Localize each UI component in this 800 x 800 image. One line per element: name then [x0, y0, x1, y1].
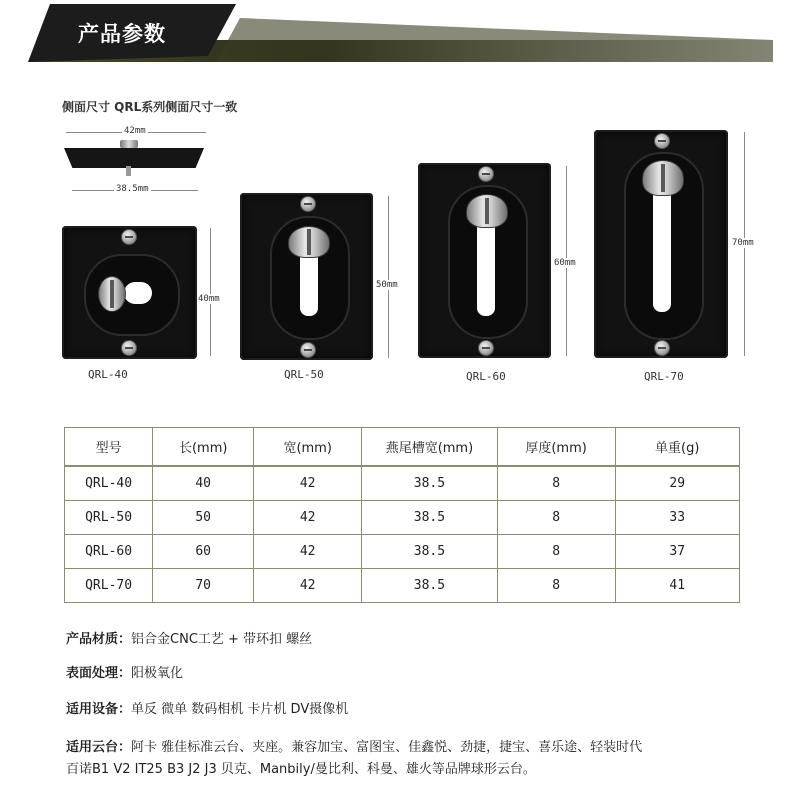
heads-label: 适用云台：	[66, 740, 132, 755]
devices-value: 单反 微单 数码相机 卡片机 DV摄像机	[131, 702, 349, 717]
side-size-note: 侧面尺寸 QRL系列侧面尺寸一致	[62, 100, 238, 114]
cell-model: QRL-60	[65, 535, 153, 569]
bottom-dimension-label: 38.5mm	[116, 184, 149, 194]
cell-dovetail: 38.5	[362, 501, 498, 535]
table-row	[65, 501, 740, 535]
cell-width: 42	[254, 569, 362, 603]
dimension-label: 50mm	[376, 280, 398, 290]
table-row	[65, 466, 740, 501]
screw-knob-icon	[466, 194, 508, 228]
dimension-line	[210, 228, 211, 356]
plate-slot	[124, 282, 152, 304]
col-model-header: 型号	[65, 428, 153, 467]
col-weight-header: 单重(g)	[615, 428, 740, 467]
cell-length: 70	[153, 569, 254, 603]
col-length-header: 长(mm)	[153, 428, 254, 467]
side-view-screw-thread	[126, 166, 131, 176]
plate-slot	[477, 218, 495, 316]
cell-dovetail: 38.5	[362, 466, 498, 501]
col-thickness-header: 厚度(mm)	[497, 428, 615, 467]
dimension-line	[388, 196, 389, 358]
cell-thickness: 8	[497, 501, 615, 535]
spec-table	[64, 427, 740, 603]
dimension-label: 60mm	[554, 258, 576, 268]
model-label: QRL-40	[88, 368, 128, 381]
dimension-label: 70mm	[732, 238, 754, 248]
cell-thickness: 8	[497, 535, 615, 569]
table-header-row	[65, 428, 740, 467]
cell-thickness: 8	[497, 466, 615, 501]
heads-info-continued	[66, 758, 536, 777]
screw-knob-icon	[98, 276, 126, 312]
material-value: 铝合金CNC工艺 + 带环扣 螺丝	[131, 632, 313, 647]
table-row	[65, 569, 740, 603]
cell-length: 50	[153, 501, 254, 535]
cell-dovetail: 38.5	[362, 569, 498, 603]
screw-knob-icon	[642, 160, 684, 196]
col-width-header: 宽(mm)	[254, 428, 362, 467]
model-label: QRL-60	[466, 370, 506, 383]
cell-length: 60	[153, 535, 254, 569]
cell-weight: 37	[615, 535, 740, 569]
heads-value-line2: 百诺B1 V2 IT25 B3 J2 J3 贝克、Manbily/曼比利、科曼、雄火等品牌球形云台。	[66, 762, 536, 777]
bottom-screw-icon	[121, 340, 137, 356]
cell-weight: 29	[615, 466, 740, 501]
cell-weight: 33	[615, 501, 740, 535]
devices-label: 适用设备：	[66, 702, 132, 717]
cell-length: 40	[153, 466, 254, 501]
heads-info	[66, 736, 642, 755]
cell-model: QRL-50	[65, 501, 153, 535]
page-title: 产品参数	[78, 22, 166, 46]
table-row	[65, 535, 740, 569]
bottom-screw-icon	[654, 340, 670, 356]
bottom-screw-icon	[478, 340, 494, 356]
devices-info	[66, 698, 348, 717]
top-screw-icon	[654, 133, 670, 149]
side-view-plate	[64, 148, 204, 168]
top-screw-icon	[478, 166, 494, 182]
heads-value-line1: 阿卡 雅佳标准云台、夹座。兼容加宝、富图宝、佳鑫悦、劲捷，捷宝、喜乐途、轻装时代	[131, 740, 643, 755]
plate-slot	[653, 186, 671, 312]
model-label: QRL-50	[284, 368, 324, 381]
top-screw-icon	[121, 229, 137, 245]
cell-width: 42	[254, 466, 362, 501]
surface-value: 阳极氧化	[131, 666, 184, 681]
bottom-screw-icon	[300, 342, 316, 358]
material-label: 产品材质：	[66, 632, 132, 647]
cell-width: 42	[254, 535, 362, 569]
top-dimension-label: 42mm	[124, 126, 146, 136]
cell-weight: 41	[615, 569, 740, 603]
cell-model: QRL-40	[65, 466, 153, 501]
cell-dovetail: 38.5	[362, 535, 498, 569]
top-screw-icon	[300, 196, 316, 212]
material-info	[66, 628, 312, 647]
cell-width: 42	[254, 501, 362, 535]
model-label: QRL-70	[644, 370, 684, 383]
surface-label: 表面处理：	[66, 666, 132, 681]
dimension-label: 40mm	[198, 294, 220, 304]
cell-thickness: 8	[497, 569, 615, 603]
col-dovetail-header: 燕尾槽宽(mm)	[362, 428, 498, 467]
cell-model: QRL-70	[65, 569, 153, 603]
surface-info	[66, 662, 183, 681]
side-view-screw-head	[120, 140, 138, 148]
screw-knob-icon	[288, 226, 330, 258]
